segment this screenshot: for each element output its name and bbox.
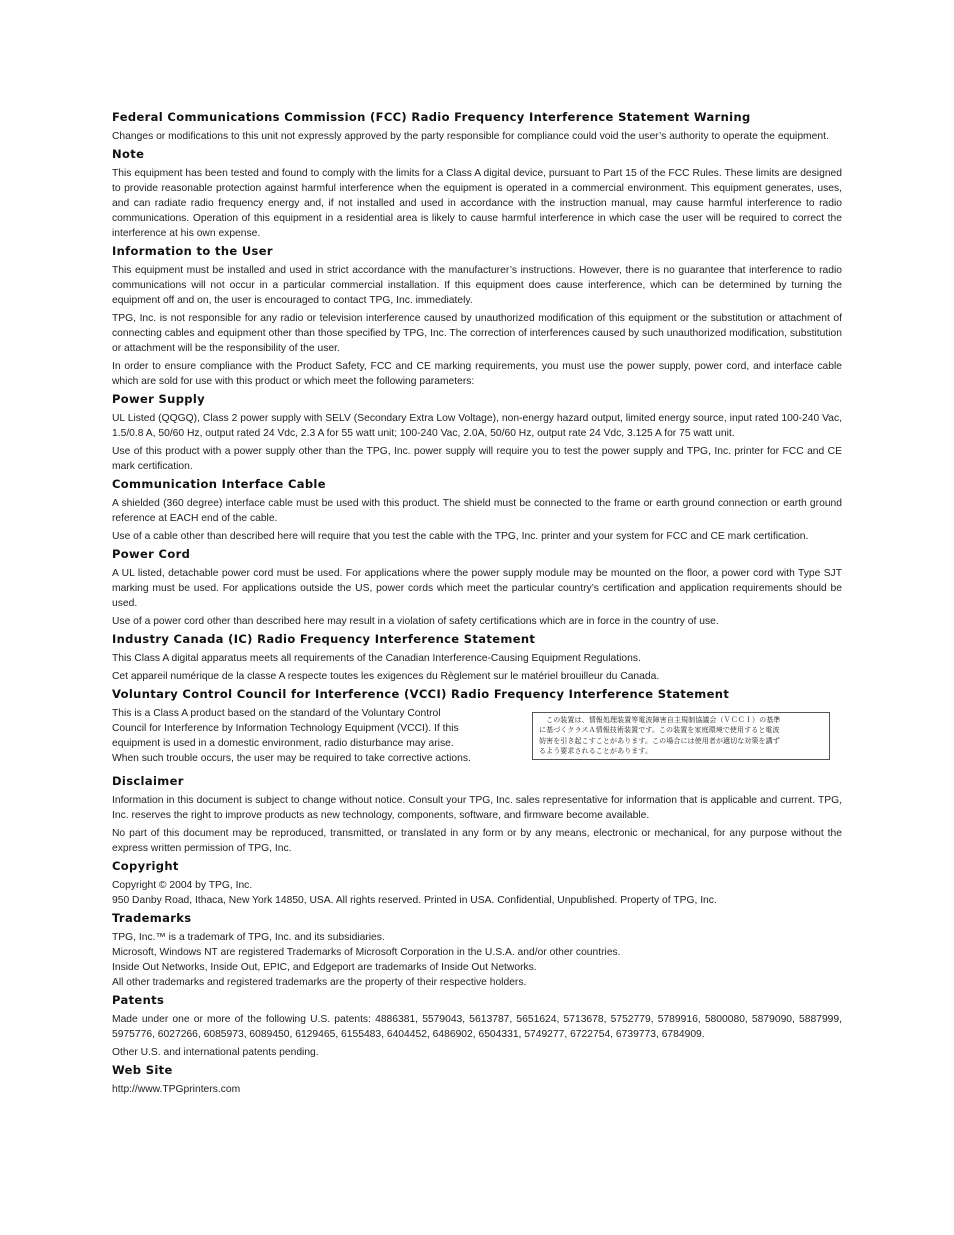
vcci-section: [112, 687, 842, 770]
disclaimer-heading: Disclaimer: [112, 774, 184, 788]
note-paragraph: This equipment has been tested and found to comply with the limits for a Class A digital device, pursuant to Part 15 of the FCC Rules. These limits are designed to provide reasonable protection against harmful interference when the equipment is operated in a commercial environment. This equipment generates, uses, and can radiate radio frequency energy and, if not installed and used in accordance with the instruction manual, may cause harmful interference to radio communications. Operation of this equipment in a residential area is likely to cause harmful interference in which case the user will be required to correct the interference at his own expense.: [112, 168, 842, 239]
note-heading: Note: [112, 147, 145, 161]
power-supply-paragraph-2: Use of this product with a power supply other than the TPG, Inc. power supply will require you to test the power supply and TPG, Inc. printer for FCC and CE mark certification.: [112, 446, 842, 472]
trademarks-heading: Trademarks: [112, 911, 192, 925]
comm-cable-heading: Communication Interface Cable: [112, 477, 326, 491]
power-supply-section: [112, 392, 842, 474]
ic-paragraph-2: Cet appareil numérique de la classe A respecte toutes les exigences du Règlement sur le matériel brouilleur du Canada.: [112, 671, 660, 682]
comm-cable-section: [112, 477, 842, 544]
vcci-paragraph: This is a Class A product based on the standard of the Voluntary Control Council for Interference by Information Technology Equipment (VCCI). If this equipment is used in a domestic environment, radio disturbance may arise. When such trouble occurs, the user may be required to take corrective actions.: [112, 708, 471, 764]
fcc-paragraph: Changes or modifications to this unit not expressly approved by the party responsible for compliance could void the user’s authority to operate the equipment.: [112, 131, 829, 142]
power-cord-paragraph-2: Use of a power cord other than described here may result in a violation of safety certifications which are in force in the country of use.: [112, 616, 719, 627]
disclaimer-paragraph-1: Information in this document is subject to change without notice. Consult your TPG, Inc. sales representative for information that is applicable and current. TPG, Inc. reserves the right to improve products as new technology, components, software, and firmware become available.: [112, 795, 842, 821]
patents-paragraph-1: Made under one or more of the following U.S. patents: 4886381, 5579043, 5613787, 5651624, 5713678, 5752779, 5789916, 5800080, 5879090, 5887999, 5975776, 6027266, 6085973, 6089450, 6129465, 6155483, 6404452, 6486902, 6504331, 5749277, 6722754, 6739773, 6784909.: [112, 1014, 842, 1040]
disclaimer-section: [112, 774, 842, 856]
patents-heading: Patents: [112, 993, 165, 1007]
copyright-section: [112, 859, 842, 908]
website-link[interactable]: http://www.TPGprinters.com: [112, 1084, 241, 1095]
power-cord-section: [112, 547, 842, 629]
website-section: [112, 1063, 842, 1097]
disclaimer-paragraph-2: No part of this document may be reproduced, transmitted, or translated in any form or by any means, electronic or mechanical, for any purpose without the express written permission of TPG, Inc.: [112, 828, 842, 854]
document-body: [112, 110, 842, 1100]
info-user-section: [112, 244, 842, 389]
patents-paragraph-2: Other U.S. and international patents pending.: [112, 1047, 319, 1058]
vcci-content: [112, 706, 842, 770]
ic-paragraph-1: This Class A digital apparatus meets all requirements of the Canadian Interference-Causing Equipment Regulations.: [112, 653, 641, 664]
patents-section: [112, 993, 842, 1060]
website-heading: Web Site: [112, 1063, 173, 1077]
info-user-paragraph-2: TPG, Inc. is not responsible for any radio or television interference caused by unauthorized modification of this equipment or the substitution or attachment of connecting cables and equipment other than those specified by TPG, Inc. The correction of interferences caused by such unauthorized modification, substitution or attachment will be the responsibility of the user.: [112, 313, 842, 354]
trademarks-paragraph: TPG, Inc.™ is a trademark of TPG, Inc. and its subsidiaries. Microsoft, Windows NT are registered Trademarks of Microsoft Corporation in the U.S.A. and/or other countries. Inside Out Networks, Inside Out, EPIC, and Edgeport are trademarks of Inside Out Networks. All other trademarks and registered trademarks are the property of their respective holders.: [112, 932, 621, 988]
info-user-paragraph-3: In order to ensure compliance with the Product Safety, FCC and CE marking requirements, you must use the power supply, power cord, and interface cable which are sold for use with this product or which meet the following parameters:: [112, 361, 842, 387]
power-cord-paragraph-1: A UL listed, detachable power cord must be used. For applications where the power supply module may be mounted on the floor, a power cord with Type SJT marking must be used. For applications outside the US, power cords which meet the particular country’s certification and application requirements should be used.: [112, 568, 842, 609]
fcc-section: [112, 110, 842, 144]
vcci-japanese-statement-box: この装置は、情報処理装置等電波障害自主規制協議会（ＶＣＣＩ）の基準 に基づくクラスＡ情報技術装置です。この装置を家庭環境で使用すると電波 妨害を引き起こすことがあります。この場合には使用者が適切な対策を講ず るよう要求されることがあります。: [532, 712, 830, 760]
power-supply-heading: Power Supply: [112, 392, 205, 406]
copyright-heading: Copyright: [112, 859, 179, 873]
comm-cable-paragraph-1: A shielded (360 degree) interface cable must be used with this product. The shield must be connected to the frame or earth ground connection or earth ground reference at EACH end of the cable.: [112, 498, 842, 524]
power-cord-heading: Power Cord: [112, 547, 191, 561]
power-supply-paragraph-1: UL Listed (QQGQ), Class 2 power supply with SELV (Secondary Extra Low Voltage), non-energy hazard output, limited energy source, input rated 100-240 Vac, 1.5/0.8 A, 50/60 Hz, output rated 24 Vdc, 2.3 A for 55 watt unit; 100-240 Vac, 2.0A, 50/60 Hz, output rate 24 Vdc, 3.125 A for 75 watt unit.: [112, 413, 842, 439]
info-user-heading: Information to the User: [112, 244, 273, 258]
note-section: [112, 147, 842, 241]
copyright-paragraph: Copyright © 2004 by TPG, Inc. 950 Danby Road, Ithaca, New York 14850, USA. All rights reserved. Printed in USA. Confidential, Unpublished. Property of TPG, Inc.: [112, 880, 717, 906]
vcci-heading: Voluntary Control Council for Interference (VCCI) Radio Frequency Interference Statement: [112, 687, 730, 701]
comm-cable-paragraph-2: Use of a cable other than described here will require that you test the cable with the TPG, Inc. printer and your system for FCC and CE mark certification.: [112, 531, 809, 542]
ic-section: [112, 632, 842, 684]
ic-heading: Industry Canada (IC) Radio Frequency Interference Statement: [112, 632, 536, 646]
fcc-heading: Federal Communications Commission (FCC) Radio Frequency Interference Statement Warning: [112, 110, 751, 124]
info-user-paragraph-1: This equipment must be installed and used in strict accordance with the manufacturer’s instructions. However, there is no guarantee that interference to radio communications will not occur in a particular commercial installation. If this equipment does cause interference, which can be determined by turning the equipment off and on, the user is encouraged to contact TPG, Inc. immediately.: [112, 265, 842, 306]
trademarks-section: [112, 911, 842, 990]
